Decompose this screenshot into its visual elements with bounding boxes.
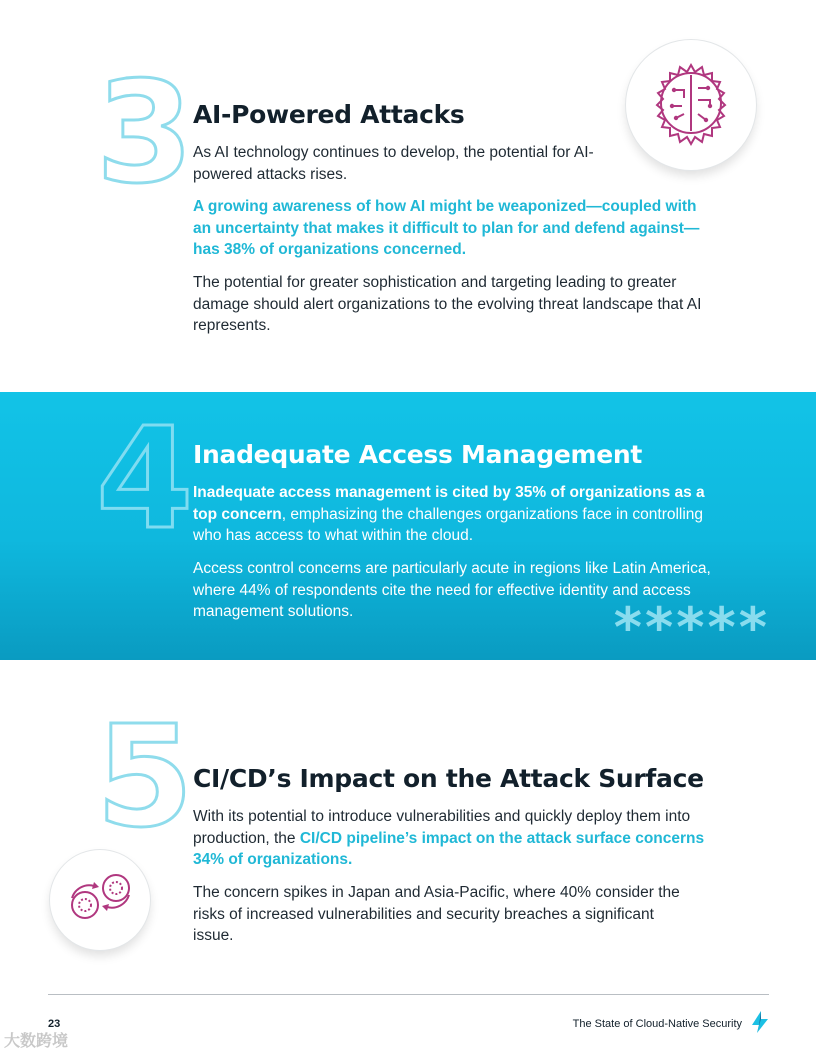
brand-logo-icon: [750, 1010, 770, 1034]
section-4-paragraph-1-rest: , emphasizing the challenges organizations face in controlling who has access to what within the cloud.: [193, 505, 704, 544]
document-title: The State of Cloud-Native Security: [572, 1018, 742, 1030]
footer-divider: [48, 994, 769, 995]
section-3-body: The potential for greater sophistication and targeting leading to greater damage should alert organizations to the evolving threat landscape that AI represents.: [193, 274, 702, 334]
section-5-paragraph-2: The concern spikes in Japan and Asia-Pacific, where 40% consider the risks of increased vulnerabilities and security breaches a significant issue.: [193, 884, 680, 944]
section-4-emphasis: Inadequate access management is cited by 35% of organizations as a top concern: [193, 484, 705, 523]
section-number-3: 3: [96, 52, 194, 215]
page-number: 23: [48, 1018, 61, 1030]
section-3-highlight: A growing awareness of how AI might be weaponized—coupled with an uncertainty that makes it difficult to plan for and defend against—has 38% of organizations concerned.: [193, 198, 700, 258]
section-3-intro: As AI technology continues to develop, the potential for AI-powered attacks rises.: [193, 144, 594, 183]
section-5-title: CI/CD’s Impact on the Attack Surface: [193, 764, 704, 793]
section-3-title: AI-Powered Attacks: [193, 100, 465, 129]
pipeline-gears-icon: [50, 850, 150, 950]
ai-chip-icon: [626, 40, 756, 170]
section-5-paragraph-1-start: With its potential to introduce vulnerabilities and quickly deploy them into production, the: [193, 808, 691, 847]
section-5-paragraph-1: [193, 806, 708, 871]
section-number-5: 5: [96, 696, 194, 859]
asterisk-decoration: *****: [613, 596, 770, 659]
section-4-paragraph-1: [193, 482, 713, 547]
section-5-emphasis: CI/CD pipeline’s impact on the attack surface concerns 34% of organizations.: [193, 829, 705, 868]
section-number-4: 4: [96, 398, 194, 561]
section-4-title: Inadequate Access Management: [193, 440, 643, 469]
watermark-text: 大数跨境: [4, 1033, 69, 1050]
section-4-band: [0, 392, 816, 660]
section-4-paragraph-2: Access control concerns are particularly acute in regions like Latin America, where 44% of respondents cite the need for effective identity and access management solutions.: [193, 560, 711, 620]
